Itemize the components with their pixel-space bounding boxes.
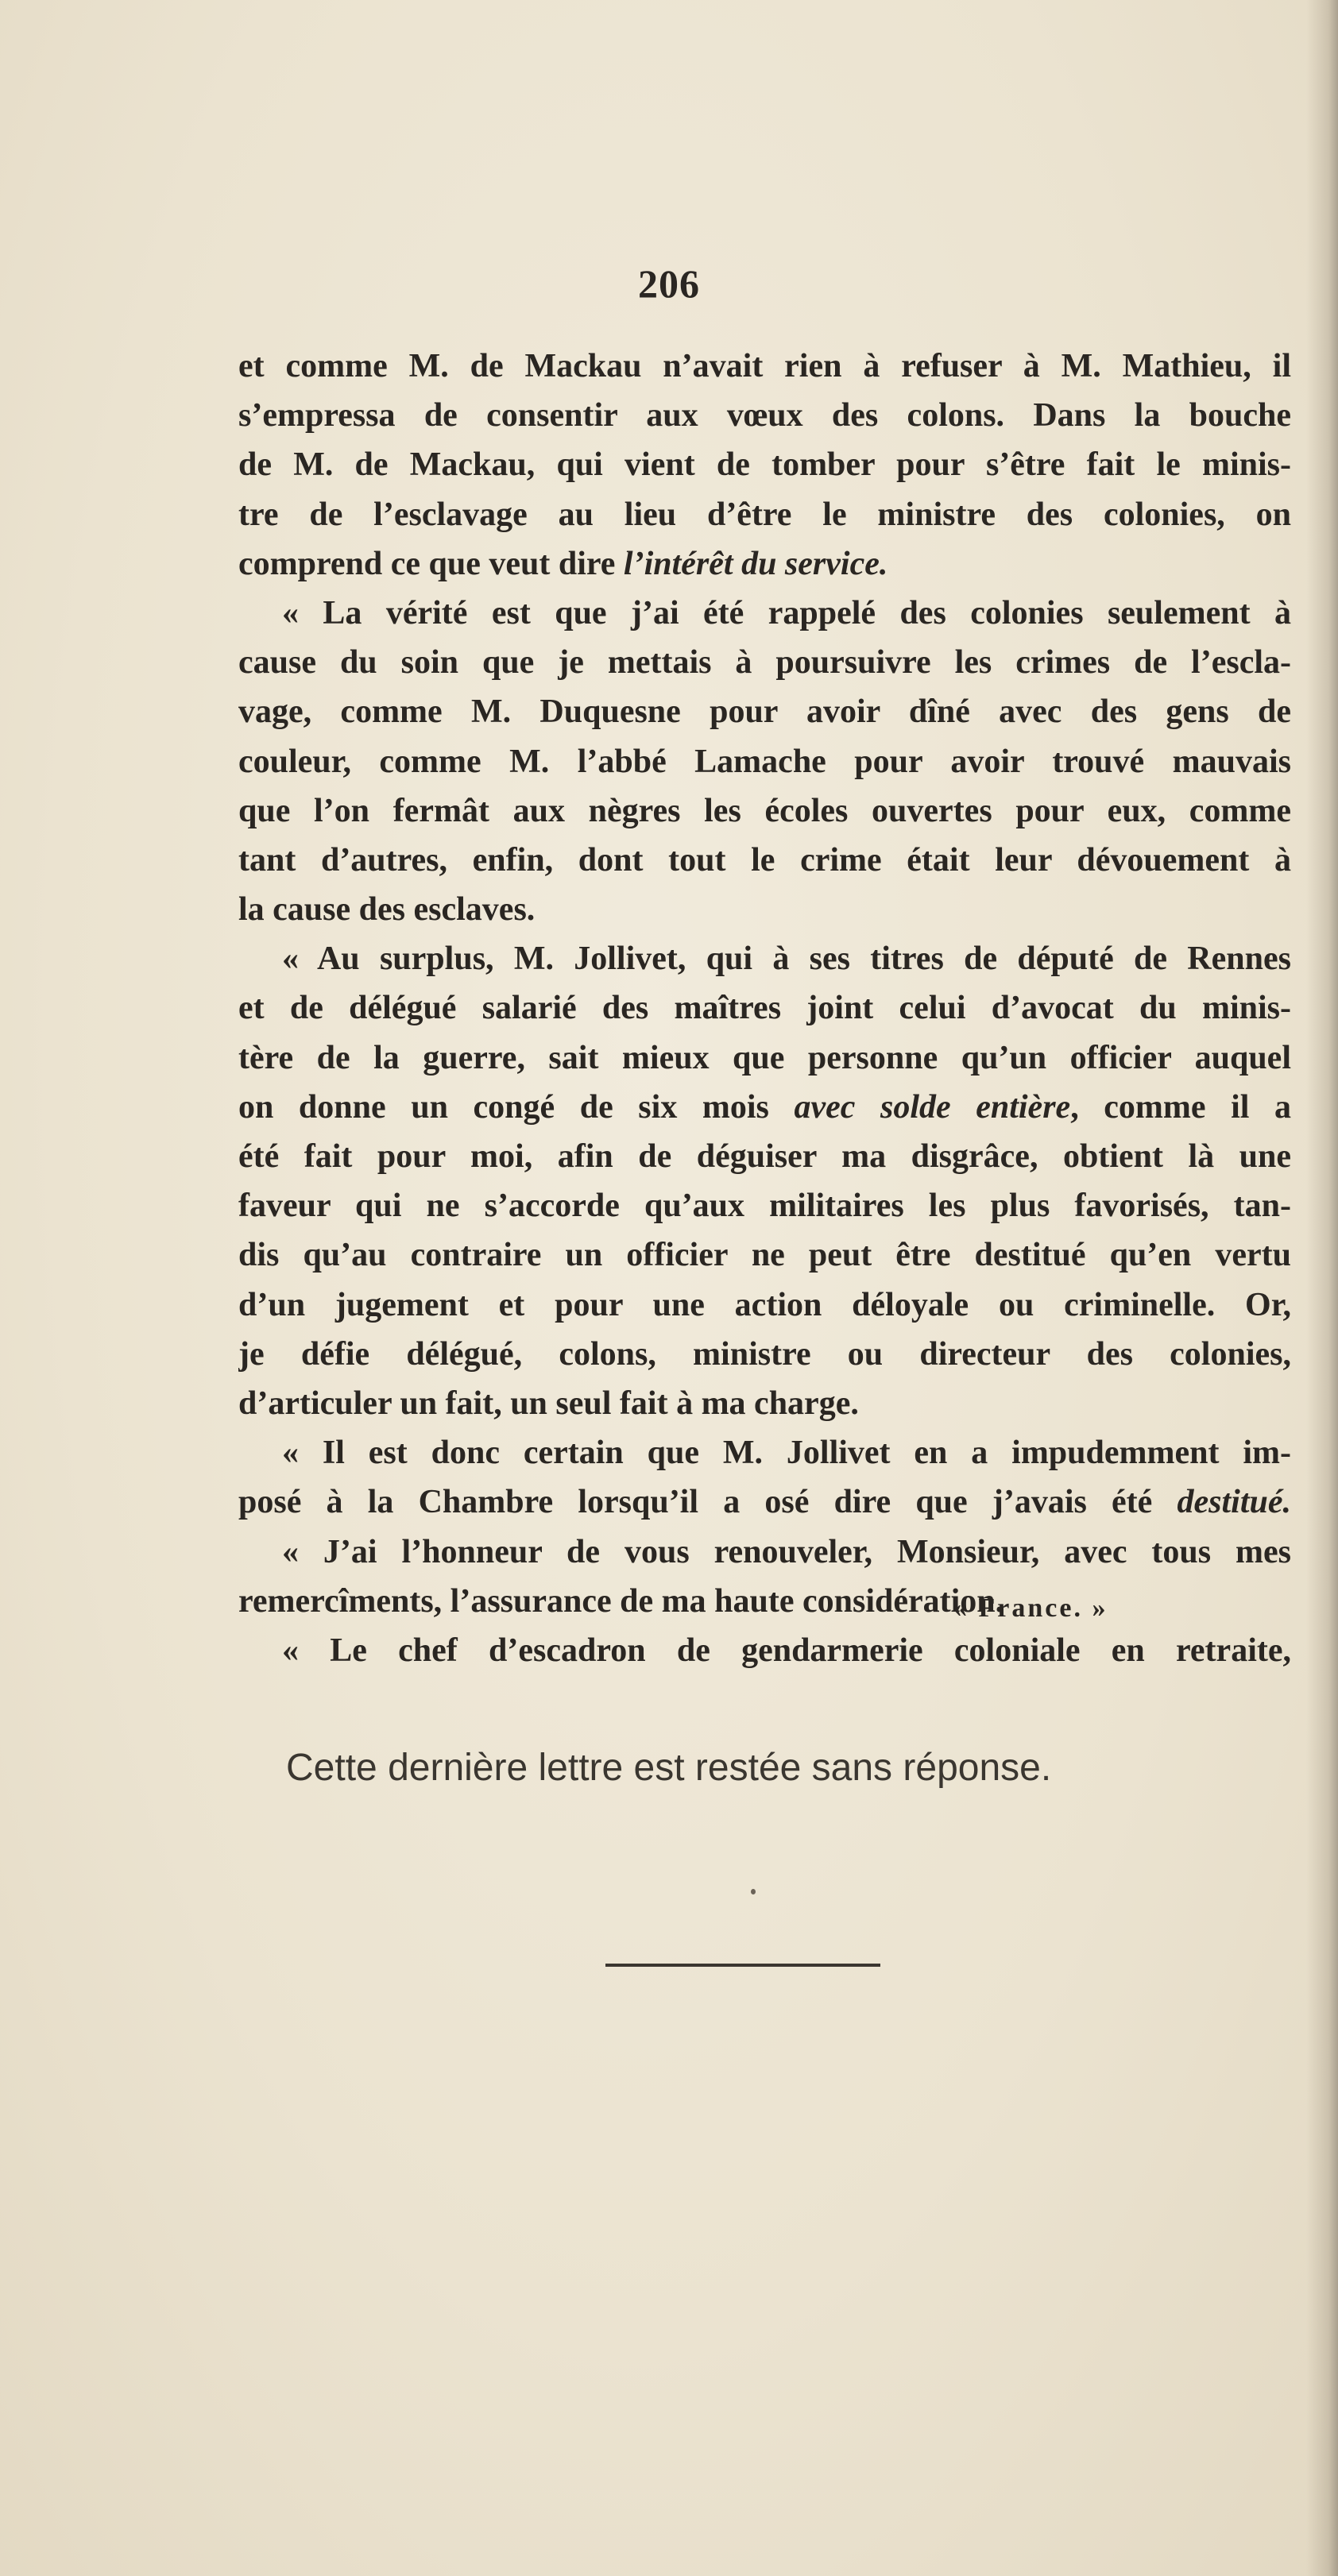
text-line: d’articuler un fait, un seul fait à ma charge. [238, 1385, 859, 1422]
text-line: comprend ce que veut dire l’intérêt du service. [238, 545, 888, 582]
text-line: et comme M. de Mackau n’avait rien à refuser à M. Mathieu, il [238, 348, 1291, 384]
text-line: s’empressa de consentir aux vœux des colons. Dans la bouche [238, 397, 1291, 434]
paragraph-start-line: « Le chef d’escadron de gendarmerie coloniale en retraite, [282, 1632, 1291, 1669]
signature: « France. » [953, 1593, 1108, 1623]
text-line: je défie délégué, colons, ministre ou directeur des colonies, [238, 1335, 1291, 1373]
page-number: 206 [638, 261, 700, 306]
text-line: cause du soin que je mettais à poursuivre les crimes de l’escla- [238, 644, 1291, 682]
text-line: dis qu’au contraire un officier ne peut être destitué qu’en vertu [238, 1237, 1291, 1274]
ink-speck [751, 1889, 756, 1894]
text-line: remercîments, l’assurance de ma haute considération. [238, 1582, 1004, 1620]
page-edge-shadow [1306, 0, 1338, 2576]
text-line: tant d’autres, enfin, dont tout le crime était leur dévouement à [238, 841, 1291, 879]
text-line: posé à la Chambre lorsqu’il a osé dire que j’avais été destitué. [238, 1484, 1291, 1521]
body-text [238, 342, 1291, 1675]
paragraph-start-line: « La vérité est que j’ai été rappelé des colonies seulement à [282, 594, 1291, 631]
text-line: été fait pour moi, afin de déguiser ma disgrâce, obtient là une [238, 1138, 1291, 1175]
closing-remark: Cette dernière lettre est restée sans réponse. [286, 1747, 1052, 1789]
text-line: que l’on fermât aux nègres les écoles ouvertes pour eux, comme [238, 792, 1291, 829]
text-line: on donne un congé de six mois avec solde entière, comme il a [238, 1088, 1291, 1126]
text-line: la cause des esclaves. [238, 891, 536, 929]
text-line: tre de l’esclavage au lieu d’être le ministre des colonies, on [238, 496, 1291, 533]
text-line: tère de la guerre, sait mieux que personne qu’un officier auquel [238, 1039, 1291, 1076]
text-line: couleur, comme M. l’abbé Lamache pour avoir trouvé mauvais [238, 743, 1291, 780]
text-line: vage, comme M. Duquesne pour avoir dîné avec des gens de [238, 693, 1291, 731]
horizontal-rule [605, 1964, 880, 1967]
text-line: de M. de Mackau, qui vient de tomber pour s’être fait le minis- [238, 446, 1291, 484]
text-line: faveur qui ne s’accorde qu’aux militaires les plus favorisés, tan- [238, 1188, 1291, 1225]
paragraph-start-line: « Au surplus, M. Jollivet, qui à ses titres de député de Rennes [282, 940, 1291, 978]
italic-phrase: avec solde entière [794, 1088, 1071, 1126]
text-line: et de délégué salarié des maîtres joint celui d’avocat du minis- [238, 990, 1291, 1027]
paragraph-start-line: « J’ai l’honneur de vous renouveler, Monsieur, avec tous mes [282, 1533, 1291, 1570]
italic-phrase: l’intérêt du service. [623, 545, 888, 582]
italic-phrase: destitué. [1177, 1484, 1291, 1521]
text-line: d’un jugement et pour une action déloyale ou criminelle. Or, [238, 1286, 1291, 1323]
paragraph-start-line: « Il est donc certain que M. Jollivet en a impudemment im- [282, 1435, 1291, 1472]
